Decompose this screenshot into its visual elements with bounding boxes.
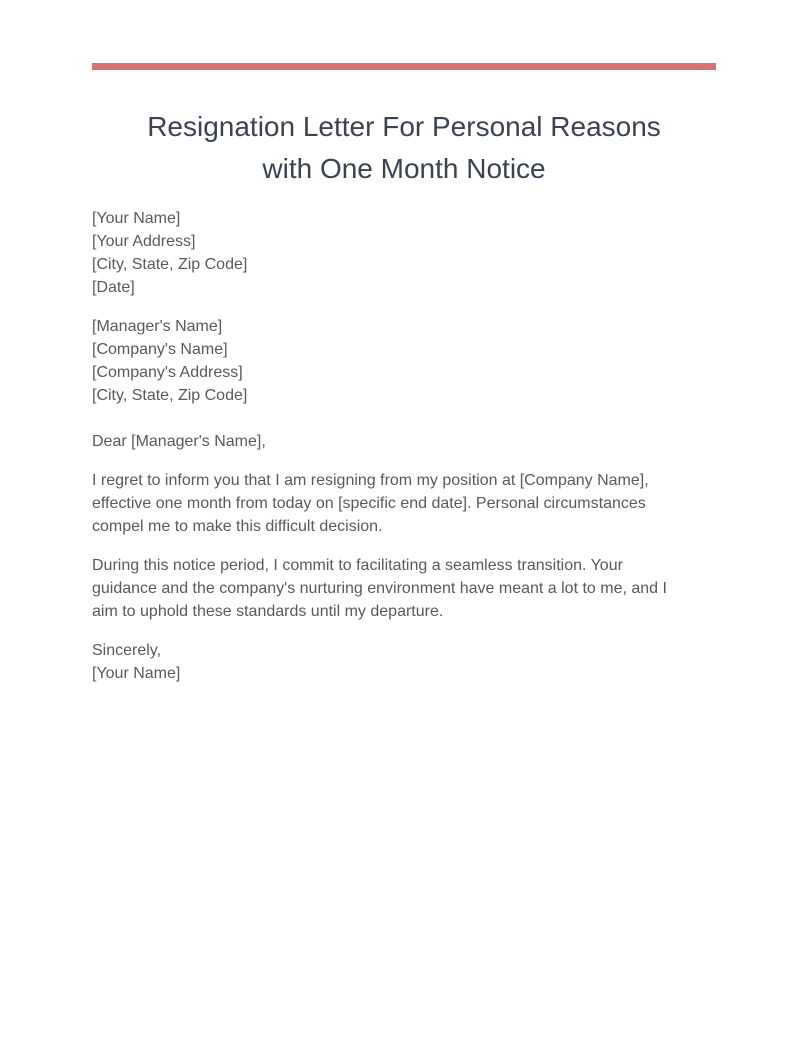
page-title <box>92 106 716 190</box>
paragraph-transition-commitment: During this notice period, I commit to facilitating a seamless transition. Your guidance and the company's nurturing environment have meant a lot to me, and I aim to uphold these standards until my departure. <box>92 557 667 620</box>
sender-name: [Your Name] <box>92 210 181 227</box>
page-title-line-2: with One Month Notice <box>262 153 546 184</box>
accent-divider-bar <box>92 63 716 70</box>
page-title-line-1: Resignation Letter For Personal Reasons <box>147 111 661 142</box>
letter-content <box>92 63 716 701</box>
salutation: Dear [Manager's Name], <box>92 433 266 450</box>
sender-address: [Your Address] <box>92 233 196 250</box>
recipient-city-state-zip: [City, State, Zip Code] <box>92 387 248 404</box>
closing-phrase: Sincerely, <box>92 642 162 659</box>
recipient-company-address: [Company's Address] <box>92 364 243 381</box>
sender-city-state-zip: [City, State, Zip Code] <box>92 256 248 273</box>
recipient-address-block <box>92 315 684 407</box>
closing-block <box>92 639 684 685</box>
paragraph-resignation-notice: I regret to inform you that I am resigning from my position at [Company Name], effective one month from today on [specific end date]. Personal circumstances compel me to make this difficult decision. <box>92 472 649 535</box>
letter-date: [Date] <box>92 279 135 296</box>
sender-address-block <box>92 207 684 299</box>
recipient-name: [Manager's Name] <box>92 318 223 335</box>
signature-name: [Your Name] <box>92 665 181 682</box>
recipient-company-name: [Company's Name] <box>92 341 228 358</box>
letter-body <box>92 207 716 685</box>
